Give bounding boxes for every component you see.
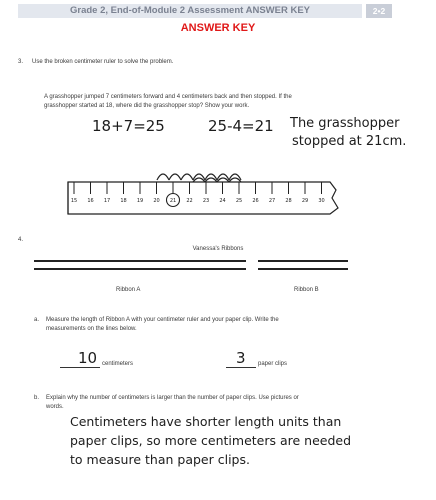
q4b-answer-line3: to measure than paper clips. (70, 452, 250, 467)
ruler-number: 20 (153, 198, 160, 204)
ruler-number: 19 (136, 198, 144, 204)
q4b-letter: b. (34, 395, 40, 401)
q4a-line2: measurements on the lines below. (46, 326, 137, 332)
q3-prompt: Use the broken centimeter ruler to solve the problem. (32, 59, 174, 65)
clip-answer-line (226, 349, 256, 368)
ruler-number: 21 (169, 198, 177, 204)
q4b-line2: words. (46, 404, 64, 410)
q4b-answer-line1: Centimeters have shorter length units than (70, 414, 342, 429)
q3-number: 3. (18, 59, 24, 65)
ruler-number: 24 (219, 198, 226, 204)
ruler-number: 22 (186, 198, 193, 204)
q3-problem-line1: A grasshopper jumped 7 centimeters forward and 4 centimeters back and then stopped. If the (44, 94, 292, 100)
ruler-number: 25 (235, 198, 243, 204)
q3-answer-line1: The grasshopper (290, 116, 400, 131)
q4a-letter: a. (34, 317, 40, 323)
module-header-title: Grade 2, End-of-Module 2 Assessment ANSWER KEY (69, 5, 310, 16)
cm-answer: 10 (78, 349, 98, 367)
ruler-number: 28 (285, 198, 292, 204)
clip-answer: 3 (236, 349, 246, 367)
forward-hops (157, 174, 241, 180)
q4-number: 4. (18, 237, 24, 243)
q4a-line1: Measure the length of Ribbon A with your centimeter ruler and your paper clip. Write the (46, 317, 279, 323)
q3-work-equation-2: 25-4=21 (208, 117, 274, 135)
ribbons-diagram-title: Vanessa's Ribbons (192, 246, 244, 252)
q4b-answer-line2: paper clips, so more centimeters are needed (70, 433, 352, 448)
q3-work-equation-1: 18+7=25 (92, 117, 165, 135)
lesson-badge: 2•2 (366, 4, 392, 18)
module-header-bar (18, 4, 362, 18)
clip-unit-label: paper clips (258, 361, 288, 367)
ruler-number: 16 (87, 198, 94, 204)
answer-key-title: ANSWER KEY (180, 22, 256, 34)
ruler-number: 23 (202, 198, 210, 204)
ribbon-a (34, 260, 246, 270)
ribbon-a-label: Ribbon A (116, 287, 141, 293)
ruler-number: 15 (70, 198, 78, 204)
ribbon-b-label: Ribbon B (294, 287, 319, 293)
ruler-number: 17 (103, 198, 111, 204)
q3-problem-line2: grasshopper started at 18, where did the grasshopper stop? Show your work. (44, 103, 250, 109)
cm-unit-label: centimeters (102, 361, 134, 367)
ruler-number: 30 (318, 198, 325, 204)
ruler-number: 18 (120, 198, 127, 204)
ribbon-b (258, 260, 348, 270)
ruler-number: 26 (252, 198, 259, 204)
broken-ruler (60, 150, 350, 220)
q3-answer-line2: stopped at 21cm. (292, 134, 407, 149)
ruler-number: 27 (268, 198, 276, 204)
cm-answer-line (60, 349, 100, 368)
ruler-number: 29 (301, 198, 309, 204)
q4b-line1: Explain why the number of centimeters is larger than the number of paper clips. Use pictures or (46, 395, 299, 401)
